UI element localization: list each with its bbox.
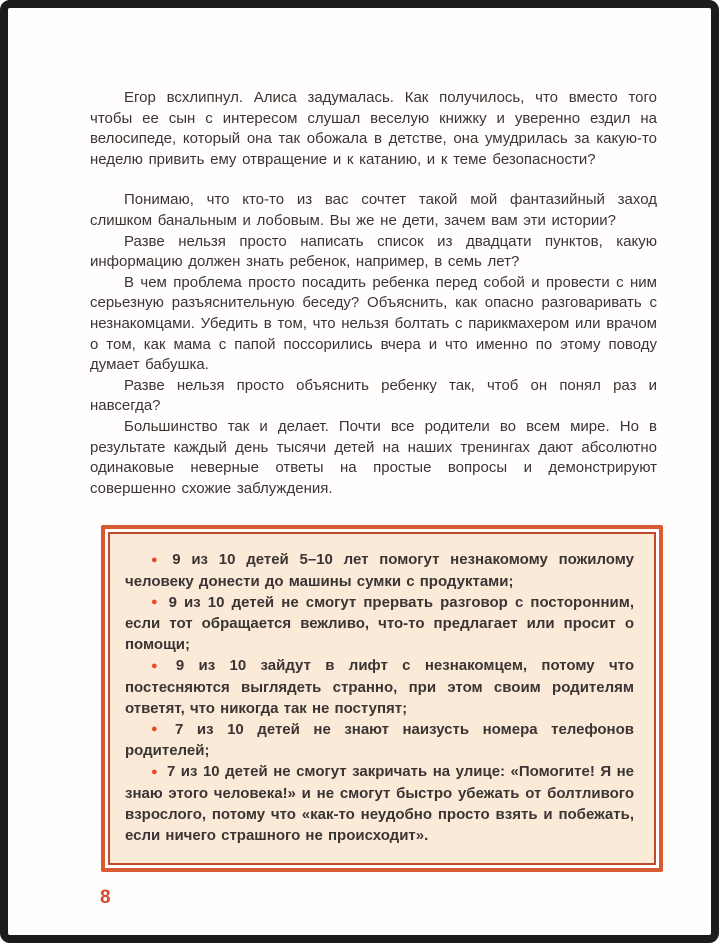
bullet-item: [125, 719, 634, 762]
bullet-text: 7 из 10 детей не знают наизусть номера телефонов родителей;: [125, 720, 634, 760]
bullet-item: [125, 761, 634, 846]
body-paragraph: Разве нельзя просто написать список из двадцати пунктов, какую информацию должен знать ребенок, например, в семь лет?: [90, 232, 657, 271]
page-number: 8: [100, 886, 111, 908]
bullet-text: 9 из 10 детей 5–10 лет помогут незнакомому пожилому человеку донести до машины сумки с продуктами;: [125, 551, 634, 590]
body-paragraph: Разве нельзя просто объяснить ребенку так, чтоб он понял раз и навсегда?: [90, 376, 657, 415]
bullet-item: [125, 655, 634, 719]
body-paragraph: В чем проблема просто посадить ребенка перед собой и провести с ним серьезную разъяснительную беседу? Объяснить, как опасно разговаривать с незнакомцами. Убедить в том, что нельзя болтать с парикмахером или врачом о том, как мама с папой поссорились вчера и что именно по этому поводу думает бабушка.: [90, 273, 657, 374]
bullet-item: [125, 549, 634, 592]
bullet-dot-icon: ●: [151, 765, 158, 778]
bullet-dot-icon: ●: [151, 596, 160, 609]
body-paragraph: Большинство так и делает. Почти все родители во всем мире. Но в результате каждый день тысячи детей на наших тренингах дают абсолютно одинаковые неверные ответы на простые вопросы и демонстрируют совершенно схожие заблуждения.: [90, 417, 657, 497]
page-content: [8, 8, 711, 935]
bullet-dot-icon: ●: [151, 659, 167, 672]
bullet-dot-icon: ●: [151, 553, 164, 566]
body-paragraph: Егор всхлипнул. Алиса задумалась. Как получилось, что вместо того чтобы ее сын с интересом слушал веселую книжку и уверенно ездил на велосипеде, который она так обожала в детстве, она умудрилась за какую-то неделю привить ему отвращение и к катанию, и к теме безопасности?: [90, 89, 657, 168]
body-paragraph: Понимаю, что кто-то из вас сочтет такой мой фантазийный заход слишком банальным и лобовым. Вы же не дети, зачем вам эти истории?: [90, 191, 657, 229]
bullet-dot-icon: ●: [151, 723, 167, 736]
bullet-item: [125, 592, 634, 656]
callout-box-inner: [108, 532, 656, 865]
callout-box: [101, 525, 663, 872]
bullet-text: 9 из 10 зайдут в лифт с незнакомцем, потому что постесняются выглядеть странно, при этом своим родителям ответят, что никогда так не поступят;: [125, 657, 634, 717]
bullet-text: 7 из 10 детей не смогут закричать на улице: «Помогите! Я не знаю этого человека!» и не смогут быстро убежать от болтливого взрослого, потому что «как-то неудобно просто взять и побежать, если ничего страшного не происходит».: [125, 763, 634, 844]
bullet-text: 9 из 10 детей не смогут прервать разговор с посторонним, если тот обращается вежливо, что-то предлагает или просит о помощи;: [125, 593, 634, 654]
